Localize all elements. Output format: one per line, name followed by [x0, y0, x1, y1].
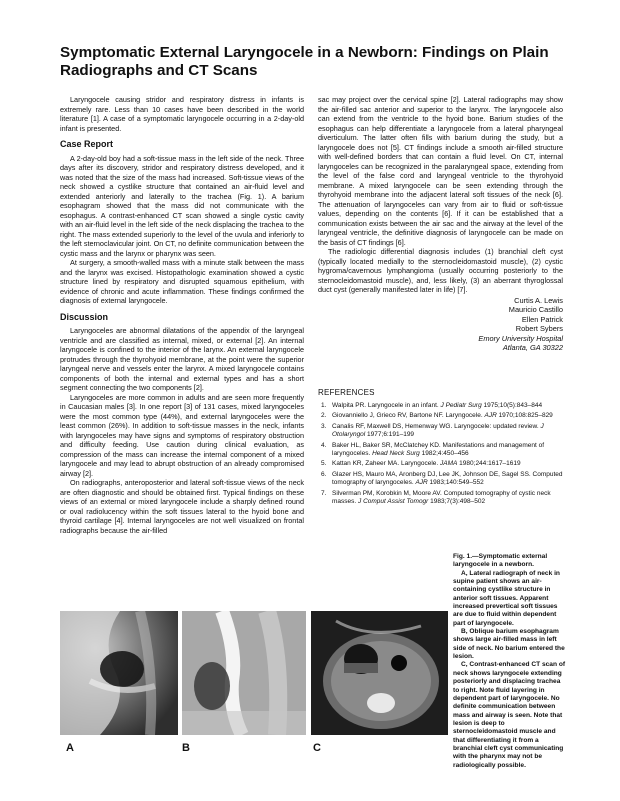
reference-item — [318, 460, 563, 468]
reference-number: 3. — [321, 422, 327, 430]
reference-citation: 1982;4:450–456 — [419, 450, 469, 458]
reference-text: Baker HL, Baker SR, McClatchey KD. Manifestations and management of laryngoceles. — [332, 441, 545, 458]
reference-item — [318, 402, 563, 410]
radiograph-panel-a — [60, 611, 178, 735]
reference-text: Giovanniello J, Grieco RV, Bartone NF. Laryngocele. — [332, 412, 485, 420]
case-paragraph-1: A 2-day-old boy had a soft-tissue mass in the left side of the neck. Three days after its discovery, stridor and respiratory distress developed, and it was noted that the size of the mass had increased. Soft-tissue views of the neck showed a cystlike structure that contained an air-fluid level and extended anteriorly and laterally to the trachea (Fig. 1). A barium esophagram showed that the mass did not communicate with the esophagus. A contrast-enhanced CT scan showed a single cystic cavity with an air-fluid level in the left side of the neck displacing the trachea to the right. The mass extended superiorly to the level of the uvula and inferiorly to the left sternoclavicular joint. On CT, no definite communication between the cystic mass and the larynx or pharynx was seen. — [60, 153, 304, 258]
case-report-heading: Case Report — [60, 139, 114, 149]
reference-journal: J Pediatr Surg — [440, 402, 482, 409]
reference-number: 1. — [321, 402, 327, 409]
caption-part-a: A, Lateral radiograph of neck in supine patient shows an air-containing cystlike structure in anterior soft tissues. Apparent increased prevertical soft tissues are due to fluid within dependent part of laryngocele. — [453, 569, 560, 627]
case-paragraph-2: At surgery, a smooth-walled mass with a minute stalk between the mass and the larynx was excised. Histopathologic examination showed a cystic structure lined by respiratory and disrupted squamous epithelium, with evidence of chronic and acute inflammation. These findings confirmed the diagnosis of external laryngocele. — [60, 258, 304, 305]
left-column — [60, 95, 304, 535]
reference-journal: J Otolaryngol — [332, 422, 544, 439]
reference-number: 5. — [321, 460, 327, 468]
reference-citation: 1980;244:1617–1619 — [457, 460, 521, 468]
reference-text: Walpita PR. Laryngocele in an infant. — [332, 402, 441, 409]
reference-item — [318, 490, 563, 507]
title-line-1: Symptomatic External Laryngocele in a Newborn: Findings on Plain — [60, 44, 549, 61]
right-paragraph-1: sac may project over the cervical spine [2]. Lateral radiographs may show the air-filled sac anterior and superior to the larynx. The laryngocele also can extend from the ventricle to the hyoid bone. Barium studies of the esophagus can help differentiate a laryngocele from a lateral pharyngeal diverticulum. The latter often fills with barium during the study, but a laryngocele does not [5]. CT findings include a smooth air-filled structure with well-defined borders that can contain a fluid level. On CT, internal laryngoceles can be recognized in the paralaryngeal space, extending from the level of the false cord and laryngeal ventricle to the thyrohyoid membrane. A mixed laryngocele can be seen extending through the thyrohyoid membrane into the adjacent lateral soft tissues of the neck [6]. The attenuation of laryngoceles can vary from air to fluid or soft-tissue values, depending on the contents [6]. If it can be established that a communication exists between the air sac and the airway at the level of the laryngeal ventricle, the definitive diagnosis of laryngocele can be made on the basis of CT findings [6]. — [318, 95, 563, 247]
reference-text: Glazer HS, Mauro MA, Aronberg DJ, Lee JK, Johnson DE, Sagel SS. Computed tomography of laryngoceles. — [332, 470, 563, 487]
figure-caption — [453, 553, 567, 770]
reference-text: Canalis RF, Maxwell DS, Hemenway WG. Laryngocele: updated review. — [332, 422, 541, 430]
discussion-heading: Discussion — [60, 311, 109, 322]
caption-part-b: B, Oblique barium esophagram shows large air-filled mass in left side of neck. No barium entered the lesion. — [453, 628, 565, 661]
author-institution: Emory University Hospital — [478, 333, 563, 343]
intro-paragraph: Laryngocele causing stridor and respiratory distress in infants is extremely rare. Less than 10 cases have been described in the world literature [1]. A case of a symptomatic laryngocele occurring in a 2-day-old infant is presented. — [60, 95, 304, 133]
reference-item — [318, 442, 563, 459]
reference-list — [318, 402, 563, 508]
article-title — [60, 44, 560, 80]
reference-item — [318, 471, 563, 488]
panel-label-b: B — [182, 742, 190, 754]
discussion-paragraph-3: On radiographs, anteroposterior and lateral soft-tissue views of the neck are often diagnostic and should be obtained first. Typical findings on these views of an external or mixed laryngocele include a sharply defined round or oval radiolucency within the soft tissues lateral to the hyoid bone and thyroid cartilage [4]. Internal laryngoceles are not well visualized on frontal radiographs because the air-filled — [60, 478, 304, 535]
caption-title: Fig. 1.—Symptomatic external laryngocele in a newborn. — [453, 553, 548, 569]
reference-citation: 1983;140:549–552 — [427, 479, 484, 487]
author-block — [318, 296, 563, 353]
lateral-radiograph-image — [60, 611, 178, 735]
ct-scan-panel-c — [311, 611, 448, 735]
reference-citation: 1975;10(5):843–844 — [481, 402, 543, 409]
reference-journal: AJR — [484, 412, 497, 420]
reference-journal: J Comput Assist Tomogr — [358, 498, 429, 506]
barium-esophagram-panel-b — [182, 611, 306, 735]
reference-item — [318, 423, 563, 440]
panel-label-a: A — [66, 742, 74, 754]
discussion-paragraph-1: Laryngoceles are abnormal dilatations of the appendix of the laryngeal ventricle and are classified as internal, mixed, or external [2]. An internal laryngocele is confined to the interior of the larynx. An external laryngocele protrudes through the thyrohyoid membrane, at the point were the superior laryngeal nerve and vessels enter the larynx. A mixed laryngocele contains components of both the internal and external types and has a short segment connecting the two components [2]. — [60, 326, 304, 392]
barium-esophagram-image — [182, 611, 306, 735]
references-heading: REFERENCES — [318, 388, 375, 397]
caption-part-c: C, Contrast-enhanced CT scan of neck shows laryngocele extending posteriorly and displacing trachea to right. Note fluid layering in dependent part of laryngocele. No definite communication between mass and airway is seen. Note that lesion is deep to sternocleidomastoid muscle and that differentiating it from a branchial cleft cyst communicating with the pharynx may not be radiologically possible. — [453, 661, 566, 769]
reference-text: Silverman PM, Korobkin M, Moore AV. Computed tomography of cystic neck masses. — [332, 489, 551, 506]
reference-number: 2. — [321, 412, 327, 420]
discussion-paragraph-2: Laryngoceles are more common in adults and are seen more frequently in Caucasian males [3]. In one report [3] of 131 cases, mixed laryngoceles were the most common type (44%), and external laryngoceles were the least common (26%). In addition to soft-tissue masses in the neck, infants with laryngoceles may have signs and symptoms of respiratory obstruction and difficulty feeding. Use caution during clinical evaluation, as compression of the mass can increase the internal component of a mixed laryngocele and may lead to abrupt obstruction of an already compromised airway [2]. — [60, 392, 304, 478]
right-paragraph-2: The radiologic differential diagnosis includes (1) branchial cleft cyst (typically located medially to the sternocleidomastoid muscle), (2) cystic hygroma/cavernous lymphangioma (usually occurring posteriorly to the sternocleidomastoid muscle), and, less likely, (3) an aberrant thyroglossal duct cyst (generally manifested later in life) [7]. — [318, 247, 563, 294]
author-name: Ellen Patrick — [521, 314, 563, 324]
reference-citation: 1983;7(3):498–502 — [428, 498, 486, 506]
reference-citation: 1977;6:191–199 — [365, 431, 415, 439]
author-location: Atlanta, GA 30322 — [502, 343, 563, 352]
title-line-2: Radiographs and CT Scans — [60, 62, 258, 79]
right-column — [318, 95, 563, 353]
reference-text: Kattan KR, Zaheer MA. Laryngocele. — [332, 460, 441, 468]
reference-number: 6. — [321, 470, 327, 478]
reference-journal: AJR — [415, 479, 428, 487]
reference-item — [318, 412, 563, 420]
author-name: Curtis A. Lewis — [514, 295, 563, 305]
reference-number: 7. — [321, 489, 327, 497]
panel-label-c: C — [313, 742, 321, 754]
reference-number: 4. — [321, 441, 327, 449]
ct-scan-image — [311, 611, 448, 735]
reference-journal: Head Neck Surg — [372, 450, 420, 458]
reference-citation: 1970;108:825–829 — [496, 412, 553, 420]
author-name: Robert Sybers — [515, 324, 563, 333]
author-name: Mauricio Castillo — [508, 305, 563, 314]
reference-journal: JAMA — [440, 460, 458, 468]
